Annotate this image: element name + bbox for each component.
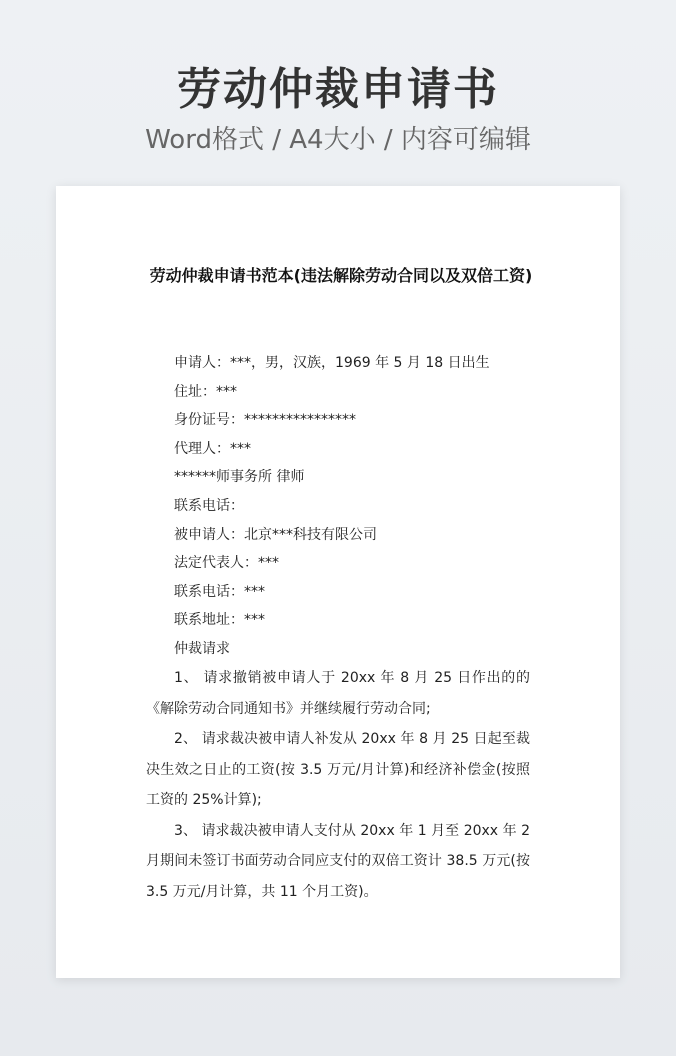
party-info-list (174, 349, 554, 664)
request-item: 3、 请求裁决被申请人支付从 20xx 年 1 月至 20xx 年 2 月期间未签订书面劳动合同应支付的双倍工资计 38.5 万元(按 3.5 万元/月计算，共 11 个月工资)。 (146, 822, 530, 900)
request-item: 1、 请求撤销被申请人于 20xx 年 8 月 25 日作出的的《解除劳动合同通知书》并继续履行劳动合同; (146, 670, 530, 717)
info-line-applicant: 申请人：***，男，汉族，1969 年 5 月 18 日出生 (174, 355, 490, 371)
info-line-respondent: 被申请人：北京***科技有限公司 (174, 526, 377, 543)
banner-subtitle: Word格式 / A4大小 / 内容可编辑 (145, 125, 531, 155)
info-line-id-number: 身份证号：**************** (174, 412, 356, 429)
info-line-agent-phone: 联系电话： (174, 497, 244, 514)
request-item: 2、 请求裁决被申请人补发从 20xx 年 8 月 25 日起至裁决生效之日止的工资(按 3.5 万元/月计算)和经济补偿金(按照工资的 25%计算); (146, 731, 530, 808)
banner-title: 劳动仲裁申请书 (177, 64, 499, 115)
document-page (56, 186, 620, 978)
info-line-respondent-address: 联系地址：*** (174, 612, 265, 629)
info-line-respondent-phone: 联系电话：*** (174, 583, 265, 600)
info-line-address: 住址：*** (174, 383, 237, 400)
section-heading-requests: 仲裁请求 (174, 640, 230, 657)
info-line-law-firm: ******师事务所 律师 (174, 469, 305, 486)
banner (0, 60, 676, 158)
arbitration-requests (146, 663, 530, 907)
info-line-agent: 代理人：*** (174, 440, 251, 457)
document-title: 劳动仲裁申请书范本(违法解除劳动合同以及双倍工资) (149, 266, 533, 285)
info-line-legal-rep: 法定代表人：*** (174, 555, 279, 572)
